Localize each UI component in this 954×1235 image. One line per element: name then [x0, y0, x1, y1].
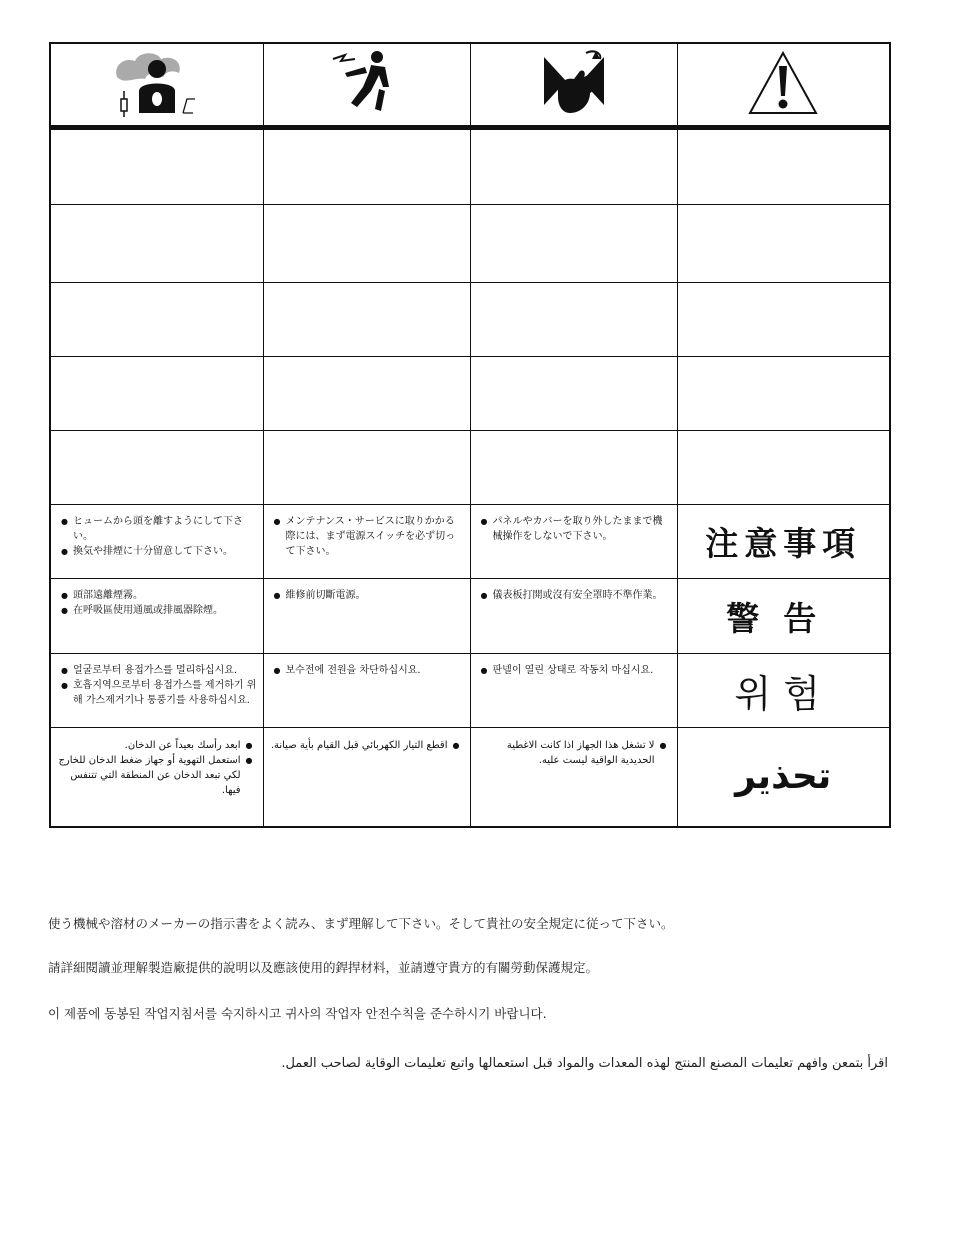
- list-item: ● 보수전에 전원을 차단하십시요.: [274, 663, 464, 678]
- japanese-shock-cell: [263, 505, 470, 579]
- fume-inhalation-icon: [111, 47, 203, 119]
- warning-heading-chinese: 警告: [726, 598, 841, 638]
- warning-heading-japanese: 注意事項: [705, 524, 862, 564]
- arabic-row: [50, 727, 890, 827]
- korean-header-cell: [677, 653, 890, 727]
- arabic-fumes-cell: [50, 727, 263, 827]
- blank-row: [50, 431, 890, 505]
- icon-cell-moving-parts: [470, 43, 677, 128]
- blank-row: [50, 356, 890, 430]
- icon-cell-shock: [263, 43, 470, 128]
- blank-row: [50, 282, 890, 356]
- instruction-chinese: 請詳細閱讀並理解製造廠提供的說明以及應該使用的銲捍材料，並請遵守貴方的有關勞動保護規定。: [48, 960, 599, 975]
- list-item: ● اقطع التيار الكهربائي قبل القيام بأية صيانة.: [270, 738, 460, 753]
- list-item: ● 換気や排煙に十分留意して下さい。: [61, 544, 257, 559]
- list-item: ● ابعد رأسك بعيداً عن الدخان.: [57, 738, 253, 753]
- list-item: ● 호흡지역으로부터 용접가스를 제거하기 위해 가스제거기나 통풍기를 사용하십시요.: [61, 678, 257, 708]
- korean-fumes-cell: [50, 653, 263, 727]
- list-item: ● 在呼吸區使用通風或排風器除煙。: [61, 603, 257, 618]
- japanese-header-cell: [677, 505, 890, 579]
- icon-cell-fumes: [50, 43, 263, 128]
- list-item: ● 儀表板打開或沒有安全罩時不準作業。: [481, 588, 671, 603]
- chinese-fumes-cell: [50, 579, 263, 653]
- instruction-japanese: 使う機械や溶材のメーカーの指示書をよく読み、まず理解して下さい。そして貴社の安全規定に従って下さい。: [48, 916, 674, 931]
- list-item: ● استعمل التهوية أو جهاز ضغط الدخان للخارج لكي تبعد الدخان عن المنطقة التي تتنفس فيها.: [57, 753, 253, 798]
- japanese-parts-cell: [470, 505, 677, 579]
- list-item: ● 얼굴로부터 용접가스를 멀리하십시요.: [61, 663, 257, 678]
- list-item: ● パネルやカバーを取り外したままで機械操作をしないで下さい。: [481, 514, 671, 544]
- korean-parts-cell: [470, 653, 677, 727]
- warning-heading-arabic: تحذير: [735, 756, 832, 798]
- safety-warning-table: [49, 42, 891, 828]
- chinese-header-cell: [677, 579, 890, 653]
- korean-row: [50, 653, 890, 727]
- warning-heading-korean: 위험: [734, 671, 832, 716]
- icon-cell-caution: [677, 43, 890, 128]
- arabic-parts-cell: [470, 727, 677, 827]
- list-item: ● 維修前切斷電源。: [274, 588, 464, 603]
- blank-row: [50, 204, 890, 282]
- chinese-parts-cell: [470, 579, 677, 653]
- icon-row: [50, 43, 890, 128]
- list-item: ● لا تشغل هذا الجهاز اذا كانت الاغطية الحديدية الواقية ليست عليه.: [477, 738, 667, 768]
- instruction-arabic: اقرأ بتمعن وافهم تعليمات المصنع المنتج لهذه المعدات والمواد قبل استعمالها واتبع تعليمات الوقاية لصاحب العمل.: [281, 1056, 888, 1071]
- instruction-korean: 이 제품에 동봉된 작업지침서를 숙지하시고 귀사의 작업자 안전수칙을 준수하시기 바랍니다.: [48, 1006, 547, 1021]
- chinese-shock-cell: [263, 579, 470, 653]
- korean-shock-cell: [263, 653, 470, 727]
- blank-row: [50, 128, 890, 204]
- list-item: ● ヒュームから頭を離すようにして下さい。: [61, 514, 257, 544]
- arabic-header-cell: [677, 727, 890, 827]
- chinese-row: [50, 579, 890, 653]
- list-item: ● 頭部遠離煙霧。: [61, 588, 257, 603]
- arabic-shock-cell: [263, 727, 470, 827]
- list-item: ● 판넬이 열린 상태로 작동치 마십시요.: [481, 663, 671, 678]
- japanese-fumes-cell: [50, 505, 263, 579]
- electric-shock-icon: [327, 47, 407, 119]
- moving-parts-hand-icon: [536, 47, 612, 119]
- japanese-row: [50, 505, 890, 579]
- list-item: ● メンテナンス・サービスに取りかかる際には、まず電源スイッチを必ず切って下さい。: [274, 514, 464, 559]
- warning-exclamation-icon: [747, 50, 819, 116]
